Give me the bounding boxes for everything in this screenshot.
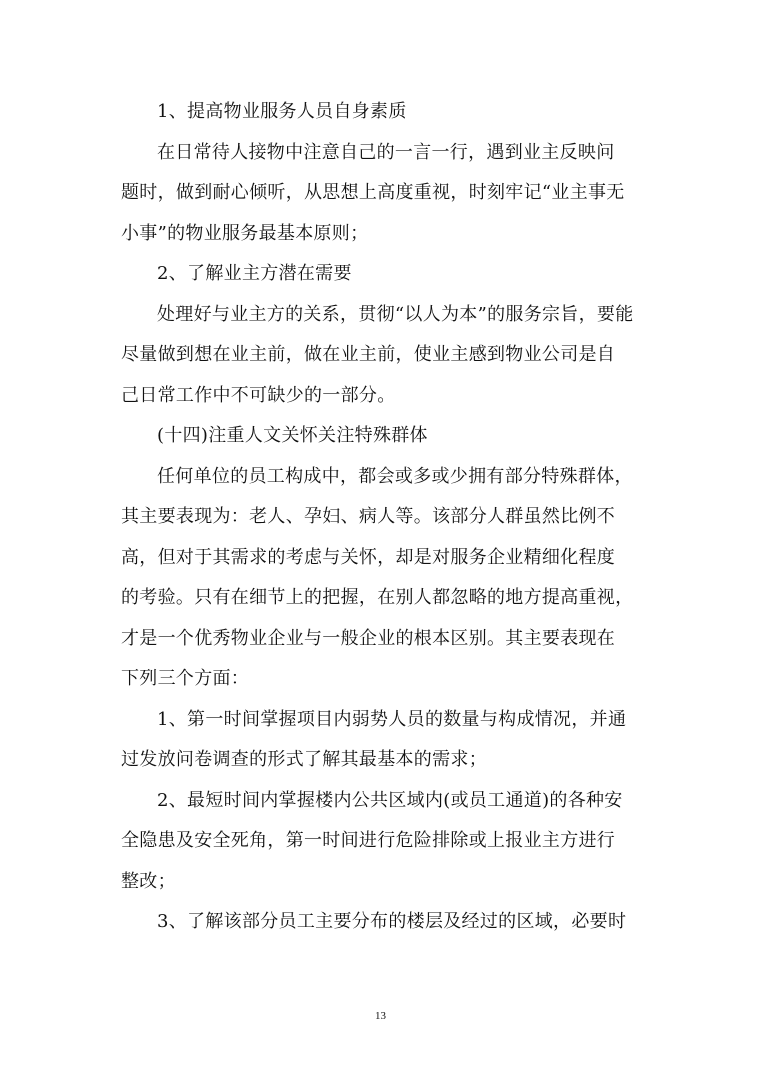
- body-text: [121, 92, 641, 943]
- paragraph-line: 全隐患及安全死角，第一时间进行危险排除或上报业主方进行: [121, 830, 616, 851]
- paragraph-line: 的考验。只有在细节上的把握，在别人都忽略的地方提高重视，: [121, 587, 634, 608]
- heading-item-1: 1、提高物业服务人员自身素质: [157, 101, 407, 122]
- list-item-2: 2、最短时间内掌握楼内公共区域内(或员工通道)的各种安: [157, 789, 623, 811]
- paragraph-line: 其主要表现为：老人、孕妇、病人等。该部分人群虽然比例不: [121, 506, 616, 527]
- paragraph-line: 高，但对于其需求的考虑与关怀，却是对服务企业精细化程度: [121, 546, 616, 568]
- section-heading: (十四)注重人文关怀关注特殊群体: [157, 425, 428, 446]
- list-item-3: 3、了解该部分员工主要分布的楼层及经过的区域，必要时: [157, 911, 627, 932]
- paragraph-line: 下列三个方面：: [121, 668, 250, 689]
- paragraph-line: 小事”的物业服务最基本原则；: [121, 222, 369, 244]
- page-number: 13: [375, 1010, 386, 1022]
- paragraph-line: 在日常待人接物中注意自己的一言一行，遇到业主反映问: [157, 141, 615, 163]
- paragraph-line: 处理好与业主方的关系，贯彻“以人为本”的服务宗旨，要能: [157, 303, 634, 325]
- heading-item-2: 2、了解业主方潜在需要: [157, 263, 352, 284]
- paragraph-line: 己日常工作中不可缺少的一部分。: [121, 384, 396, 406]
- paragraph-line: 才是一个优秀物业企业与一般企业的根本区别。其主要表现在: [121, 627, 616, 649]
- paragraph-line: 整改；: [121, 870, 176, 892]
- paragraph-line: 尽量做到想在业主前，做在业主前，使业主感到物业公司是自: [121, 344, 616, 365]
- paragraph-line: 题时，做到耐心倾听，从思想上高度重视，时刻牢记“业主事无: [121, 182, 625, 203]
- paragraph-line: 过发放问卷调查的形式了解其最基本的需求；: [121, 749, 487, 770]
- paragraph-line: 任何单位的员工构成中，都会或多或少拥有部分特殊群体，: [157, 465, 633, 487]
- list-item-1: 1、第一时间掌握项目内弱势人员的数量与构成情况，并通: [157, 708, 627, 730]
